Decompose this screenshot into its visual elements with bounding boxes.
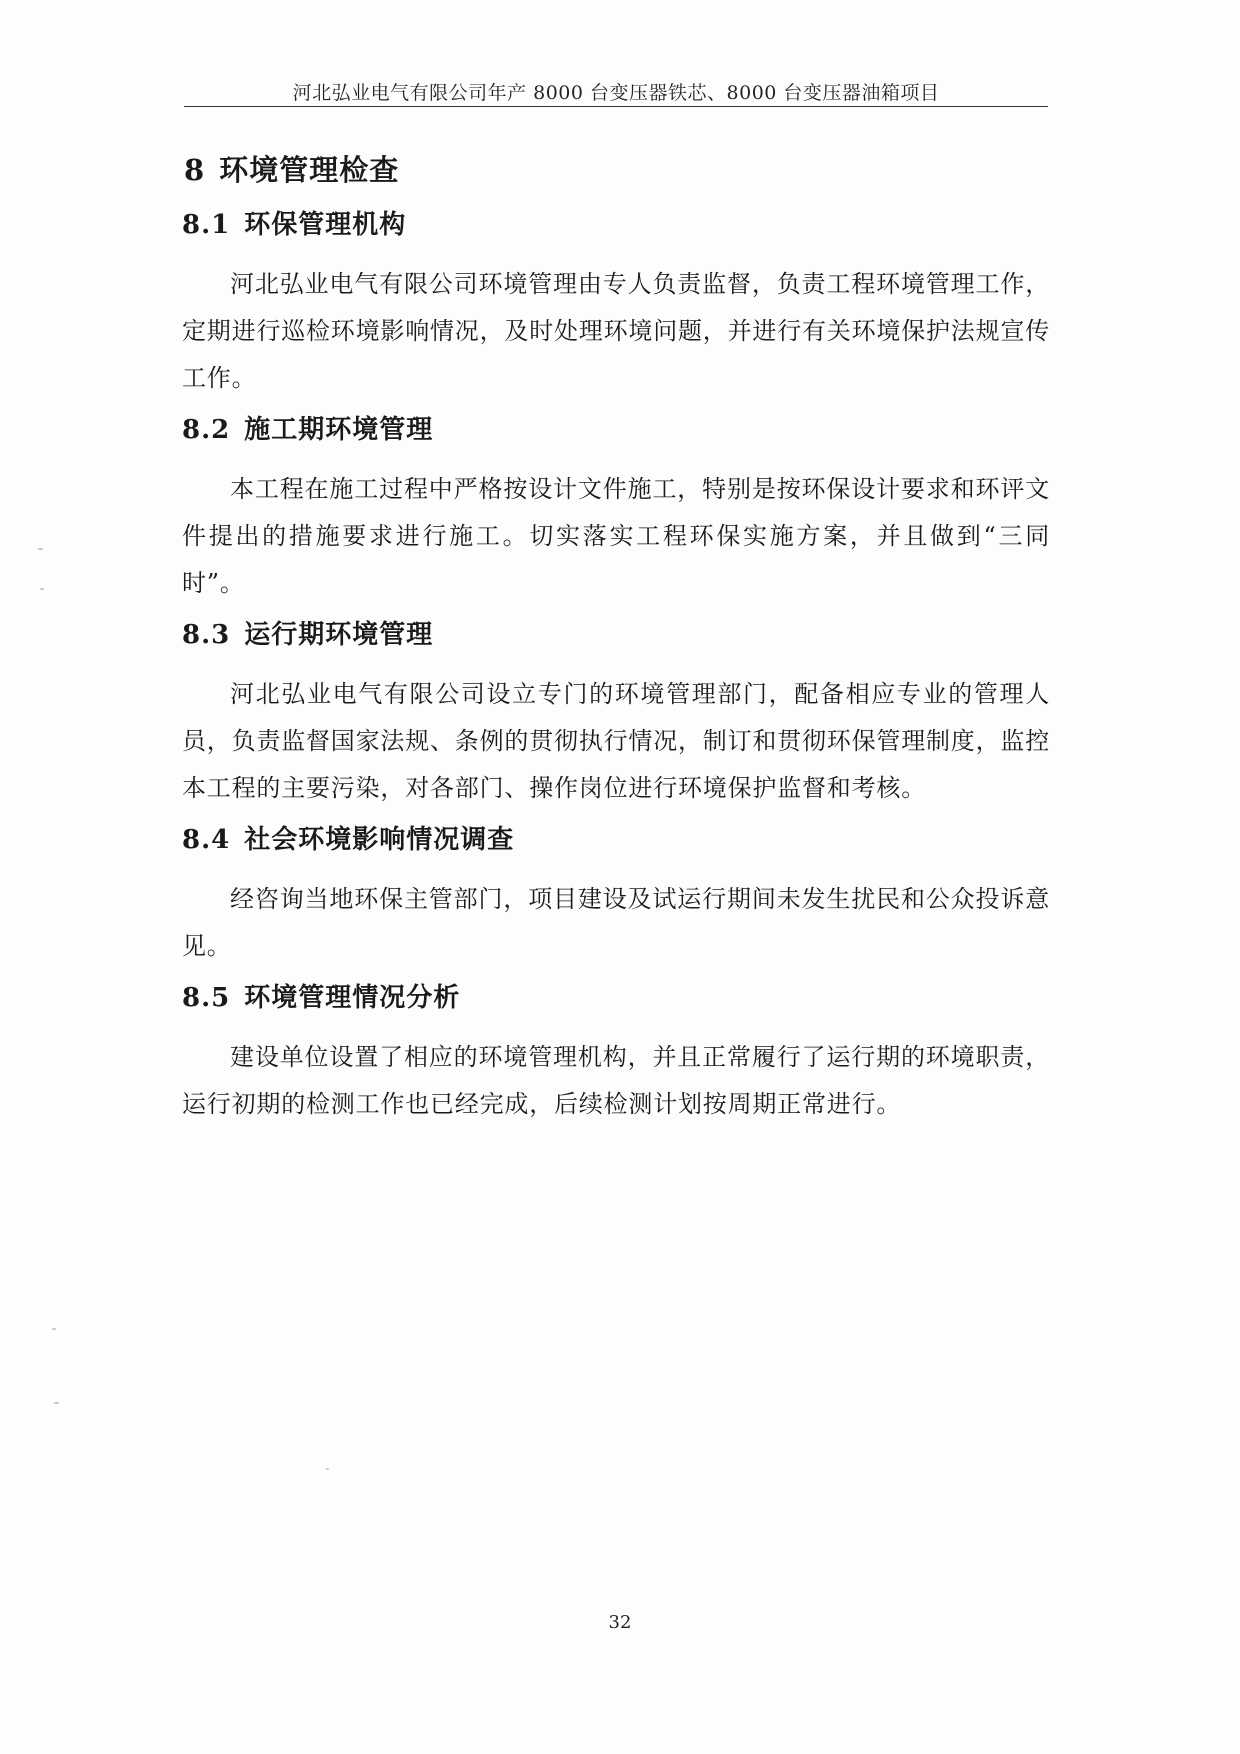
running-header: 河北弘业电气有限公司年产 8000 台变压器铁芯、8000 台变压器油箱项目	[292, 82, 940, 104]
section-heading	[182, 203, 1050, 247]
section-heading	[182, 818, 1050, 862]
section-title: 施工期环境管理	[244, 415, 434, 445]
section-8-5	[182, 976, 1050, 1128]
section-heading	[182, 613, 1050, 657]
scan-speck	[40, 588, 44, 590]
section-heading	[182, 408, 1050, 452]
section-8-3	[182, 613, 1050, 812]
section-paragraph: 建设单位设置了相应的环境管理机构，并且正常履行了运行期的环境职责，运行初期的检测工作也已经完成，后续检测计划按周期正常进行。	[182, 1043, 1050, 1118]
section-paragraph: 本工程在施工过程中严格按设计文件施工，特别是按环保设计要求和环评文件提出的措施要求进行施工。切实落实工程环保实施方案，并且做到“三同时”。	[182, 475, 1050, 597]
section-number: 8.4	[182, 825, 231, 855]
scan-speck	[52, 1328, 56, 1330]
section-8-4	[182, 818, 1050, 970]
section-title: 运行期环境管理	[244, 620, 434, 650]
page-number: 32	[608, 1612, 632, 1633]
section-title: 社会环境影响情况调查	[244, 825, 515, 855]
section-8-2	[182, 408, 1050, 607]
header-rule	[184, 106, 1048, 107]
section-heading	[182, 976, 1050, 1020]
scan-speck	[38, 548, 43, 550]
section-number: 8.3	[182, 620, 231, 650]
scan-speck	[326, 1468, 329, 1470]
section-number: 8.2	[182, 415, 231, 445]
section-paragraph: 河北弘业电气有限公司设立专门的环境管理部门，配备相应专业的管理人员，负责监督国家法规、条例的贯彻执行情况，制订和贯彻环保管理制度，监控本工程的主要污染，对各部门、操作岗位进行环境保护监督和考核。	[182, 680, 1050, 802]
page-content	[182, 140, 1050, 1132]
chapter-heading	[184, 148, 1050, 189]
section-8-1	[182, 203, 1050, 402]
scan-speck	[54, 1402, 59, 1404]
section-paragraph: 河北弘业电气有限公司环境管理由专人负责监督，负责工程环境管理工作，定期进行巡检环境影响情况，及时处理环境问题，并进行有关环境保护法规宣传工作。	[182, 270, 1050, 392]
chapter-number: 8	[184, 153, 206, 187]
section-number: 8.1	[182, 210, 231, 240]
section-paragraph: 经咨询当地环保主管部门，项目建设及试运行期间未发生扰民和公众投诉意见。	[182, 885, 1050, 960]
chapter-title: 环境管理检查	[219, 153, 400, 187]
section-title: 环境管理情况分析	[244, 983, 461, 1013]
section-title: 环保管理机构	[244, 210, 407, 240]
section-number: 8.5	[182, 983, 231, 1013]
